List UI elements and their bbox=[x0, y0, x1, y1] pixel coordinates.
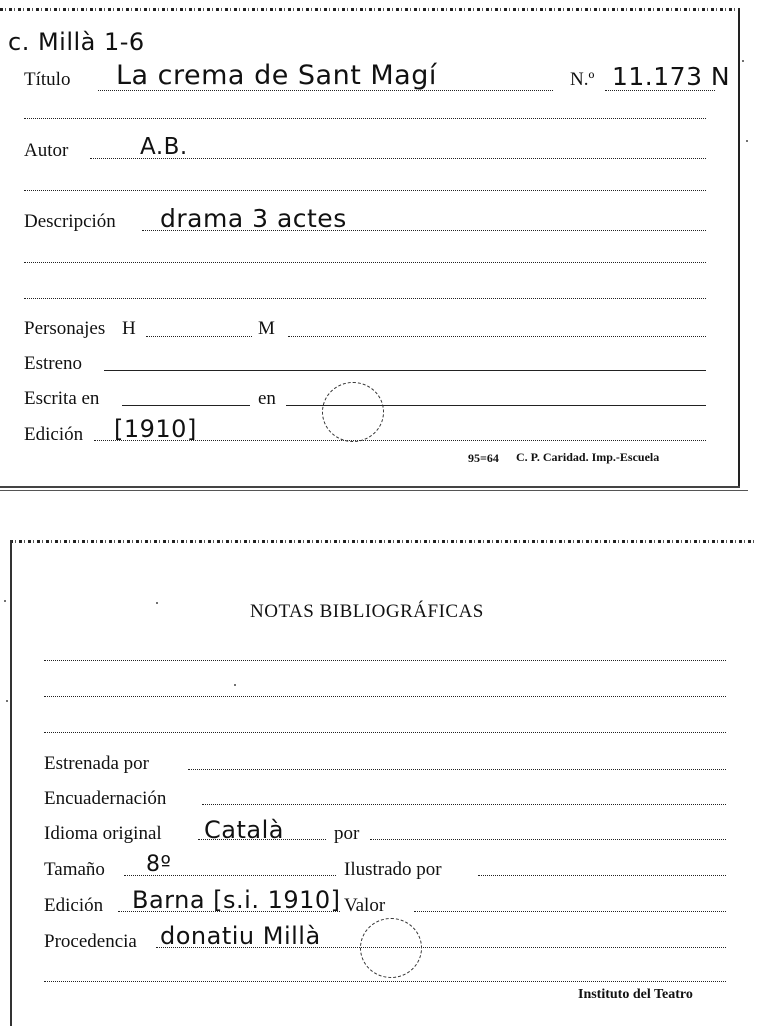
corner-note: c. Millà 1-6 bbox=[8, 28, 145, 56]
titulo-extra-line bbox=[24, 118, 706, 119]
notas-heading: NOTAS BIBLIOGRÁFICAS bbox=[250, 601, 484, 622]
por-label: por bbox=[334, 823, 360, 844]
card-bottom-edge bbox=[0, 486, 740, 488]
personajes-h-label: H bbox=[122, 318, 136, 339]
scan-speck bbox=[4, 600, 6, 602]
procedencia-label: Procedencia bbox=[44, 931, 137, 952]
titulo-label: Título bbox=[24, 69, 71, 90]
numero-value: 11.173 N bbox=[612, 62, 731, 91]
card-top-edge bbox=[10, 540, 754, 543]
back-stamp-circle bbox=[360, 918, 422, 978]
notas-line-3 bbox=[44, 732, 726, 733]
escrita-en-line bbox=[122, 405, 250, 406]
catalog-card-back bbox=[10, 540, 754, 1026]
footer-institution: Instituto del Teatro bbox=[578, 987, 693, 1002]
scan-speck bbox=[156, 602, 158, 604]
notas-line-2 bbox=[44, 696, 726, 697]
por-line bbox=[370, 839, 726, 840]
printer-name: C. P. Caridad. Imp.-Escuela bbox=[516, 450, 660, 464]
estrenada-por-line bbox=[188, 769, 726, 770]
catalog-card-front bbox=[0, 8, 740, 488]
card-left-edge bbox=[10, 540, 12, 1026]
tamano-label: Tamaño bbox=[44, 859, 105, 880]
estrenada-por-label: Estrenada por bbox=[44, 753, 149, 774]
printer-code: 95=64 bbox=[468, 451, 499, 465]
card-top-edge bbox=[0, 8, 740, 11]
escrita-en-label: Escrita en bbox=[24, 388, 100, 409]
personajes-h-line bbox=[146, 336, 252, 337]
notas-line-1 bbox=[44, 660, 726, 661]
descripcion-label: Descripción bbox=[24, 211, 116, 232]
autor-value: A.B. bbox=[140, 134, 188, 160]
ilustrado-por-line bbox=[478, 875, 726, 876]
titulo-value: La crema de Sant Magí bbox=[116, 60, 437, 91]
numero-label: N.º bbox=[570, 69, 595, 90]
personajes-m-label: M bbox=[258, 318, 275, 339]
estreno-line bbox=[104, 370, 706, 371]
scan-speck bbox=[746, 140, 748, 142]
descripcion-extra-line-2 bbox=[24, 298, 706, 299]
edicion-label: Edición bbox=[24, 424, 84, 445]
estreno-label: Estreno bbox=[24, 353, 83, 374]
procedencia-value: donatiu Millà bbox=[160, 922, 321, 950]
autor-extra-line bbox=[24, 190, 706, 191]
descripcion-extra-line-1 bbox=[24, 262, 706, 263]
back-edicion-value: Barna [s.i. 1910] bbox=[132, 886, 341, 914]
personajes-label: Personajes bbox=[24, 318, 106, 339]
autor-label: Autor bbox=[24, 140, 69, 161]
personajes-m-line bbox=[288, 336, 706, 337]
escrita-en-2-label: en bbox=[258, 388, 276, 409]
descripcion-value: drama 3 actes bbox=[160, 204, 347, 233]
idioma-original-value: Català bbox=[204, 816, 284, 844]
valor-line bbox=[414, 911, 726, 912]
edicion-value: [1910] bbox=[114, 415, 197, 443]
encuadernacion-line bbox=[202, 804, 726, 805]
tamano-value: 8º bbox=[146, 852, 172, 877]
idioma-original-label: Idioma original bbox=[44, 823, 162, 844]
stamp-circle bbox=[322, 382, 384, 442]
card-divider bbox=[0, 490, 748, 491]
encuadernacion-label: Encuadernación bbox=[44, 788, 167, 809]
back-edicion-label: Edición bbox=[44, 895, 104, 916]
scan-speck bbox=[6, 700, 8, 702]
ilustrado-por-label: Ilustrado por bbox=[344, 859, 442, 880]
back-bottom-line bbox=[44, 981, 726, 982]
scan-speck bbox=[742, 60, 744, 62]
valor-label: Valor bbox=[344, 895, 386, 916]
card-right-edge bbox=[738, 8, 740, 488]
scan-speck bbox=[234, 684, 236, 686]
